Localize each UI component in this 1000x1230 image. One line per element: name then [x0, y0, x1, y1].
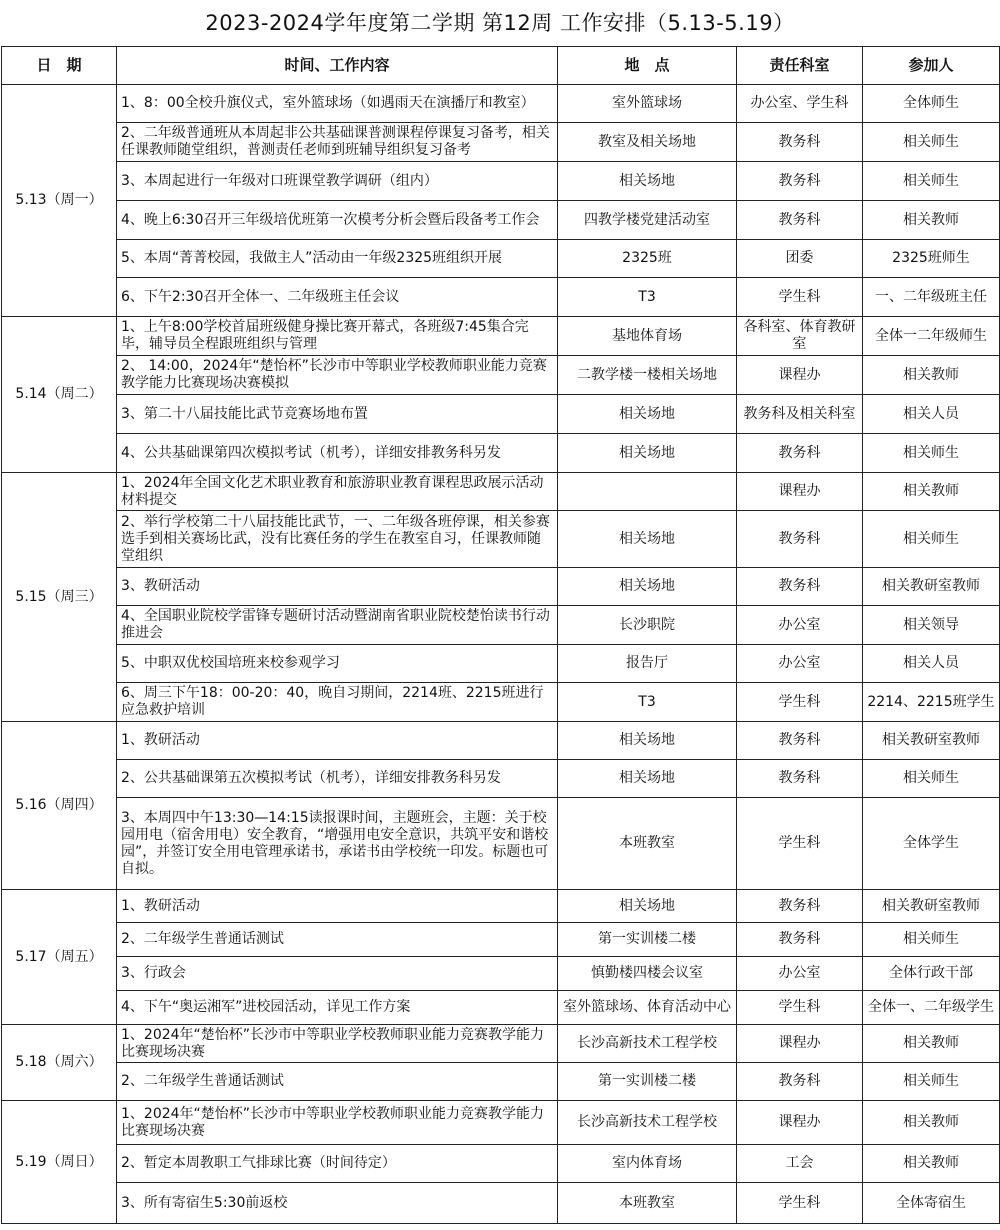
- location-cell: T3: [558, 683, 737, 722]
- content-cell: 2、二年级普通班从本周起非公共基础课普测课程停课复习备考，相关任课教师随堂组织，普测责任老师到班辅导组织复习备考: [117, 123, 558, 162]
- schedule-row: [2, 645, 1000, 683]
- header-content: 时间、工作内容: [117, 47, 558, 85]
- content-cell: 5、中职双优校国培班来校参观学习: [117, 645, 558, 683]
- participants-cell: 相关人员: [863, 645, 1000, 683]
- department-cell: 教务科: [737, 760, 863, 798]
- content-cell: 2、举行学校第二十八届技能比武节，一、二年级各班停课，相关参赛选手到相关赛场比武，没有比赛任务的学生在教室自习，任课教师随堂组织: [117, 511, 558, 568]
- department-cell: 教务科: [737, 568, 863, 606]
- header-department: 责任科室: [737, 47, 863, 85]
- content-cell: 4、公共基础课第四次模拟考试（机考），详细安排教务科另发: [117, 434, 558, 473]
- department-cell: 学生科: [737, 798, 863, 890]
- department-cell: 课程办: [737, 473, 863, 511]
- schedule-row: [2, 1183, 1000, 1224]
- location-cell: 本班教室: [558, 798, 737, 890]
- schedule-row: [2, 606, 1000, 645]
- content-cell: 1、教研活动: [117, 722, 558, 760]
- location-cell: 室外篮球场、体育活动中心: [558, 991, 737, 1025]
- content-cell: 3、教研活动: [117, 568, 558, 606]
- participants-cell: 全体寄宿生: [863, 1183, 1000, 1224]
- participants-cell: 相关师生: [863, 434, 1000, 473]
- department-cell: 团委: [737, 240, 863, 278]
- schedule-row: [2, 991, 1000, 1025]
- date-cell: 5.14（周二）: [2, 317, 117, 473]
- date-cell: 5.17（周五）: [2, 890, 117, 1025]
- content-cell: 1、2024年“楚怡杯”长沙市中等职业学校教师职业能力竞赛教学能力比赛现场决赛: [117, 1101, 558, 1145]
- date-cell: 5.15（周三）: [2, 473, 117, 722]
- participants-cell: 全体学生: [863, 798, 1000, 890]
- date-cell: 5.19（周日）: [2, 1101, 117, 1224]
- schedule-row: [2, 240, 1000, 278]
- location-cell: 相关场地: [558, 890, 737, 923]
- participants-cell: 相关教研室教师: [863, 722, 1000, 760]
- content-cell: 4、全国职业院校学雷锋专题研讨活动暨湖南省职业院校楚怡读书行动推进会: [117, 606, 558, 645]
- schedule-row: [2, 957, 1000, 991]
- schedule-body: [2, 85, 1000, 1224]
- location-cell: 相关场地: [558, 395, 737, 434]
- schedule-row: [2, 923, 1000, 957]
- content-cell: 3、行政会: [117, 957, 558, 991]
- location-cell: T3: [558, 278, 737, 317]
- schedule-row: [2, 162, 1000, 201]
- content-cell: 1、上午8:00学校首届班级健身操比赛开幕式，各班级7:45集合完毕，辅导员全程跟班组织与管理: [117, 317, 558, 356]
- department-cell: 课程办: [737, 356, 863, 395]
- participants-cell: 相关教研室教师: [863, 568, 1000, 606]
- participants-cell: 相关师生: [863, 1063, 1000, 1101]
- department-cell: 办公室: [737, 606, 863, 645]
- location-cell: 长沙高新技术工程学校: [558, 1025, 737, 1063]
- content-cell: 2、二年级学生普通话测试: [117, 923, 558, 957]
- schedule-row: [2, 434, 1000, 473]
- department-cell: 办公室: [737, 957, 863, 991]
- schedule-row: [2, 473, 1000, 511]
- content-cell: 3、本周起进行一年级对口班课堂教学调研（组内）: [117, 162, 558, 201]
- participants-cell: 2214、2215班学生: [863, 683, 1000, 722]
- participants-cell: 相关师生: [863, 162, 1000, 201]
- location-cell: [558, 473, 737, 511]
- date-cell: 5.16（周四）: [2, 722, 117, 890]
- header-participants: 参加人: [863, 47, 1000, 85]
- participants-cell: 相关教师: [863, 1025, 1000, 1063]
- content-cell: 2、二年级学生普通话测试: [117, 1063, 558, 1101]
- content-cell: 6、下午2:30召开全体一、二年级班主任会议: [117, 278, 558, 317]
- department-cell: 教务科: [737, 123, 863, 162]
- location-cell: 相关场地: [558, 722, 737, 760]
- location-cell: 第一实训楼二楼: [558, 923, 737, 957]
- location-cell: 相关场地: [558, 162, 737, 201]
- department-cell: 教务科及相关科室: [737, 395, 863, 434]
- location-cell: 2325班: [558, 240, 737, 278]
- department-cell: 学生科: [737, 278, 863, 317]
- location-cell: 慎勤楼四楼会议室: [558, 957, 737, 991]
- schedule-row: [2, 1101, 1000, 1145]
- department-cell: 教务科: [737, 434, 863, 473]
- location-cell: 室外篮球场: [558, 85, 737, 123]
- location-cell: 教室及相关场地: [558, 123, 737, 162]
- participants-cell: 相关教师: [863, 473, 1000, 511]
- department-cell: 办公室、学生科: [737, 85, 863, 123]
- participants-cell: 相关教师: [863, 356, 1000, 395]
- date-cell: 5.13（周一）: [2, 85, 117, 317]
- location-cell: 四教学楼党建活动室: [558, 201, 737, 240]
- location-cell: 相关场地: [558, 760, 737, 798]
- participants-cell: 相关师生: [863, 760, 1000, 798]
- department-cell: 办公室: [737, 645, 863, 683]
- participants-cell: 相关教师: [863, 201, 1000, 240]
- department-cell: 教务科: [737, 162, 863, 201]
- schedule-row: [2, 278, 1000, 317]
- schedule-row: [2, 760, 1000, 798]
- page-title: 2023-2024学年度第二学期 第12周 工作安排（5.13-5.19）: [205, 11, 795, 35]
- department-cell: 教务科: [737, 201, 863, 240]
- department-cell: 课程办: [737, 1101, 863, 1145]
- participants-cell: 相关师生: [863, 511, 1000, 568]
- content-cell: 2、暂定本周教职工气排球比赛（时间待定）: [117, 1145, 558, 1183]
- header-date: 日 期: [2, 47, 117, 85]
- content-cell: 1、2024年“楚怡杯”长沙市中等职业学校教师职业能力竞赛教学能力比赛现场决赛: [117, 1025, 558, 1063]
- location-cell: 相关场地: [558, 434, 737, 473]
- department-cell: 教务科: [737, 1063, 863, 1101]
- content-cell: 3、第二十八届技能比武节竞赛场地布置: [117, 395, 558, 434]
- participants-cell: 相关领导: [863, 606, 1000, 645]
- participants-cell: 全体师生: [863, 85, 1000, 123]
- content-cell: 3、本周四中午13:30—14:15读报课时间，主题班会，主题：关于校园用电（宿舍用电）安全教育，“增强用电安全意识，共筑平安和谐校园”，并签订安全用电管理承诺书，承诺书由学校统一印发。标题也可自拟。: [117, 798, 558, 890]
- location-cell: 长沙职院: [558, 606, 737, 645]
- header-row: [2, 47, 1000, 85]
- location-cell: 第一实训楼二楼: [558, 1063, 737, 1101]
- participants-cell: 相关师生: [863, 923, 1000, 957]
- content-cell: 3、所有寄宿生5:30前返校: [117, 1183, 558, 1224]
- department-cell: 学生科: [737, 1183, 863, 1224]
- schedule-row: [2, 85, 1000, 123]
- content-cell: 5、本周“菁菁校园，我做主人”活动由一年级2325班组织开展: [117, 240, 558, 278]
- content-cell: 1、8：00全校升旗仪式，室外篮球场（如遇雨天在演播厅和教室）: [117, 85, 558, 123]
- date-cell: 5.18（周六）: [2, 1025, 117, 1101]
- department-cell: 教务科: [737, 890, 863, 923]
- schedule-table: [1, 46, 1000, 1224]
- schedule-row: [2, 1145, 1000, 1183]
- location-cell: 报告厅: [558, 645, 737, 683]
- department-cell: 教务科: [737, 923, 863, 957]
- department-cell: 工会: [737, 1145, 863, 1183]
- location-cell: 二教学楼一楼相关场地: [558, 356, 737, 395]
- schedule-row: [2, 123, 1000, 162]
- location-cell: 长沙高新技术工程学校: [558, 1101, 737, 1145]
- schedule-row: [2, 890, 1000, 923]
- department-cell: 学生科: [737, 991, 863, 1025]
- location-cell: 相关场地: [558, 568, 737, 606]
- content-cell: 6、周三下午18：00-20：40，晚自习期间，2214班、2215班进行应急救护培训: [117, 683, 558, 722]
- schedule-row: [2, 395, 1000, 434]
- participants-cell: 全体一二年级师生: [863, 317, 1000, 356]
- participants-cell: 相关教师: [863, 1101, 1000, 1145]
- content-cell: 2、公共基础课第五次模拟考试（机考），详细安排教务科另发: [117, 760, 558, 798]
- schedule-row: [2, 201, 1000, 240]
- location-cell: 相关场地: [558, 511, 737, 568]
- participants-cell: 相关人员: [863, 395, 1000, 434]
- content-cell: 1、2024年全国文化艺术职业教育和旅游职业教育课程思政展示活动材料提交: [117, 473, 558, 511]
- header-location: 地 点: [558, 47, 737, 85]
- location-cell: 室内体育场: [558, 1145, 737, 1183]
- content-cell: 4、晚上6:30召开三年级培优班第一次模考分析会暨后段备考工作会: [117, 201, 558, 240]
- schedule-row: [2, 568, 1000, 606]
- department-cell: 各科室、体育教研室: [737, 317, 863, 356]
- department-cell: 教务科: [737, 722, 863, 760]
- department-cell: 教务科: [737, 511, 863, 568]
- schedule-row: [2, 722, 1000, 760]
- participants-cell: 相关教师: [863, 1145, 1000, 1183]
- content-cell: 2、 14:00，2024年“楚怡杯”长沙市中等职业学校教师职业能力竞赛教学能力比赛现场决赛模拟: [117, 356, 558, 395]
- participants-cell: 一、二年级班主任: [863, 278, 1000, 317]
- schedule-row: [2, 511, 1000, 568]
- participants-cell: 2325班师生: [863, 240, 1000, 278]
- schedule-row: [2, 1063, 1000, 1101]
- location-cell: 基地体育场: [558, 317, 737, 356]
- participants-cell: 全体行政干部: [863, 957, 1000, 991]
- department-cell: 学生科: [737, 683, 863, 722]
- department-cell: 课程办: [737, 1025, 863, 1063]
- content-cell: 4、下午“奥运湘军”进校园活动，详见工作方案: [117, 991, 558, 1025]
- schedule-row: [2, 798, 1000, 890]
- participants-cell: 相关教研室教师: [863, 890, 1000, 923]
- content-cell: 1、教研活动: [117, 890, 558, 923]
- participants-cell: 相关师生: [863, 123, 1000, 162]
- schedule-row: [2, 317, 1000, 356]
- participants-cell: 全体一、二年级学生: [863, 991, 1000, 1025]
- schedule-row: [2, 1025, 1000, 1063]
- schedule-row: [2, 356, 1000, 395]
- location-cell: 本班教室: [558, 1183, 737, 1224]
- schedule-row: [2, 683, 1000, 722]
